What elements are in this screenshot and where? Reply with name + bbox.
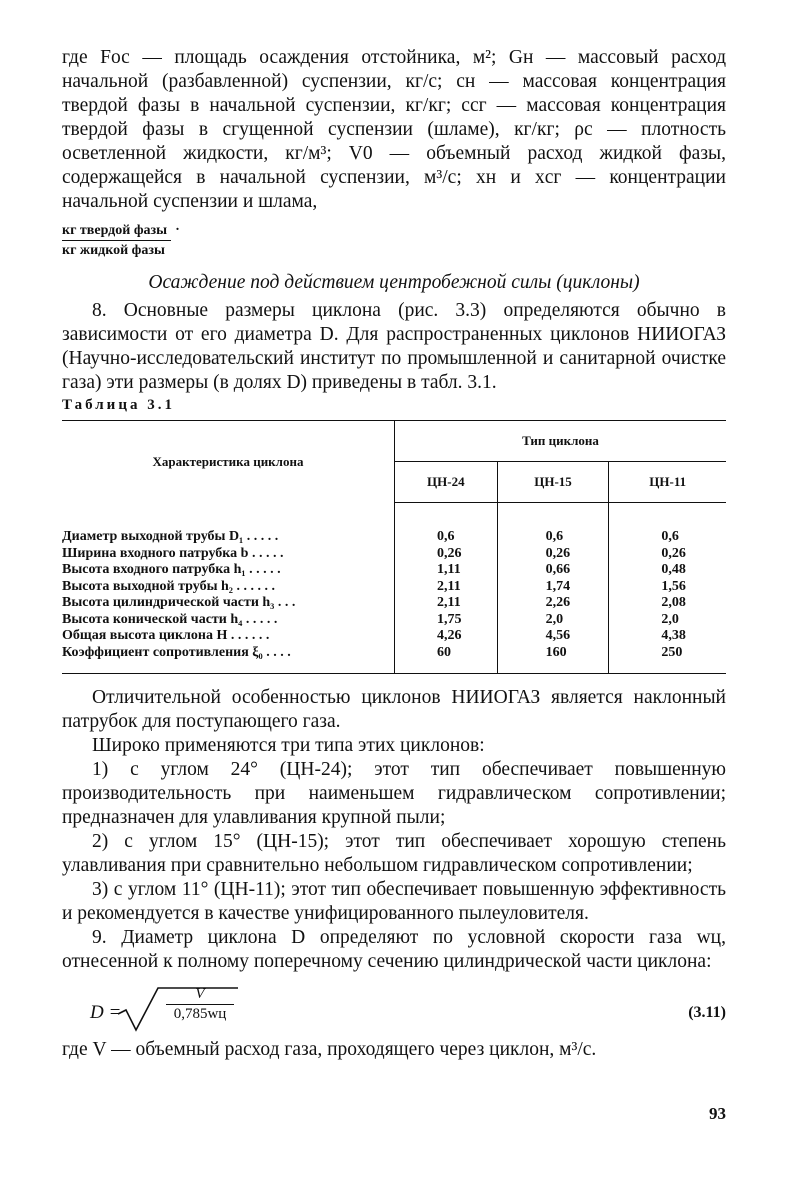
cell-value: 0,6	[497, 529, 609, 546]
row-name: Ширина входного патрубка b . . . . .	[62, 546, 395, 563]
unit-numerator: кг твердой фазы	[62, 222, 171, 241]
table-row	[62, 645, 726, 662]
equation-number: (3.11)	[688, 1004, 726, 1021]
header-model: ЦН-15	[497, 462, 609, 503]
paragraph-type-3: 3) с углом 11° (ЦН-11); этот тип обеспечивает повышенную эффективность и рекомендуется в качестве унифицированного пылеуловителя.	[62, 879, 726, 924]
row-name: Общая высота циклона H . . . . . .	[62, 628, 395, 645]
table-row	[62, 546, 726, 563]
cell-value: 0,6	[395, 529, 498, 546]
cell-value: 1,56	[661, 578, 686, 594]
row-name: Высота входного патрубка h₁ . . . . .	[62, 562, 395, 579]
formula-numerator: V	[166, 986, 234, 1005]
table-row	[62, 529, 726, 546]
unit-fraction-line	[62, 214, 726, 265]
cell-value: 160	[497, 645, 609, 662]
intro-paragraph: где Fос — площадь осаждения отстойника, м²; Gн — массовый расход начальной (разбавленной) суспензии, кг/с; cн — массовая концентрация твердой фазы в начальной суспензии, кг/кг; cсг — массовая концентрация твердой фазы в сгущенной суспензии (шламе), кг/кг; ρс — плотность осветленной жидкости, кг/м³; V0 — объемный расход жидкой фазы, содержащейся в начальной суспензии, м³/с; xн и xсг — концентрации начальной суспензии и шлама,	[62, 47, 726, 212]
unit-fraction	[62, 222, 171, 259]
cell-value: 1,74	[497, 579, 609, 596]
table-row	[62, 595, 726, 612]
header-characteristic: Характеристика циклона	[62, 421, 395, 503]
cell-value: 0,6	[661, 529, 679, 544]
table-row	[62, 612, 726, 629]
cell-value: 250	[661, 644, 683, 660]
cell-value: 1,11	[395, 562, 498, 579]
section-heading: Осаждение под действием центробежной силы (циклоны)	[148, 272, 640, 293]
cell-value: 2,11	[395, 595, 498, 612]
paragraph-type-1: 1) с углом 24° (ЦН-24); этот тип обеспечивает повышенную производительность при наименьшем гидравлическом сопротивлении; предназначен для улавливания крупной пыли;	[62, 759, 726, 828]
paragraph-type-2: 2) с углом 15° (ЦН-15); этот тип обеспечивает хорошую степень улавливания при сравнительно небольшом гидравлическом сопротивлении;	[62, 831, 726, 876]
table-label: Таблица 3.1	[62, 397, 175, 413]
table-row	[62, 628, 726, 645]
cell-value: 60	[395, 645, 498, 662]
cell-value: 0,26	[661, 545, 686, 561]
cell-value: 2,0	[661, 611, 679, 627]
cyclone-table	[62, 420, 726, 674]
unit-denominator: кг жидкой фазы	[62, 243, 165, 258]
cell-value: 2,26	[497, 595, 609, 612]
row-name: Высота конической части h₄ . . . . .	[62, 612, 395, 629]
paragraph-types-intro: Широко применяются три типа этих циклонов:	[92, 735, 485, 756]
cell-value: 0,26	[395, 546, 498, 563]
cell-value: 0,26	[497, 546, 609, 563]
cell-value: 4,56	[497, 628, 609, 645]
row-name: Высота выходной трубы h₂ . . . . . .	[62, 579, 395, 596]
header-model: ЦН-11	[609, 462, 726, 503]
cell-value: 2,11	[395, 579, 498, 596]
table-row	[62, 562, 726, 579]
cell-value: 0,66	[497, 562, 609, 579]
formula-denominator: 0,785wц	[173, 1006, 227, 1022]
paragraph-9: 9. Диаметр циклона D определяют по условной скорости газа wц, отнесенной к полному поперечному сечению цилиндрической части циклона:	[62, 927, 726, 972]
unit-end: .	[175, 214, 180, 235]
paragraph-feature: Отличительной особенностью циклонов НИИОГАЗ является наклонный патрубок для поступающего газа.	[62, 687, 726, 732]
cell-value: 2,08	[661, 595, 686, 610]
row-name: Высота цилиндрической части h₃ . . .	[62, 595, 395, 612]
row-name: Коэффициент сопротивления ξ₀ . . . .	[62, 645, 395, 662]
page-content	[62, 46, 726, 1062]
cell-value: 2,0	[497, 612, 609, 629]
cell-value: 4,26	[395, 628, 498, 645]
cell-value: 1,75	[395, 612, 498, 629]
page-number: 93	[709, 1104, 726, 1123]
cell-value: 0,48	[661, 562, 686, 577]
formula-fraction	[166, 986, 234, 1023]
paragraph-8: 8. Основные размеры циклона (рис. 3.3) определяются обычно в зависимости от его диаметра D. Для распространенных циклонов НИИОГАЗ (Научно-исследовательский институт по промышленной и санитарной очистке газа) эти размеры (в долях D) приведены в табл. 3.1.	[62, 300, 726, 393]
cell-value: 4,38	[661, 628, 686, 643]
final-paragraph: где V — объемный расход газа, проходящего через циклон, м³/с.	[62, 1039, 597, 1060]
table-row	[62, 579, 726, 596]
header-cyclone-type: Тип циклона	[395, 421, 727, 462]
row-name: Диаметр выходной трубы D₁ . . . . .	[62, 529, 395, 546]
header-model: ЦН-24	[395, 462, 498, 503]
formula-lhs: D =	[90, 1002, 122, 1023]
formula-3-11	[62, 980, 726, 1038]
